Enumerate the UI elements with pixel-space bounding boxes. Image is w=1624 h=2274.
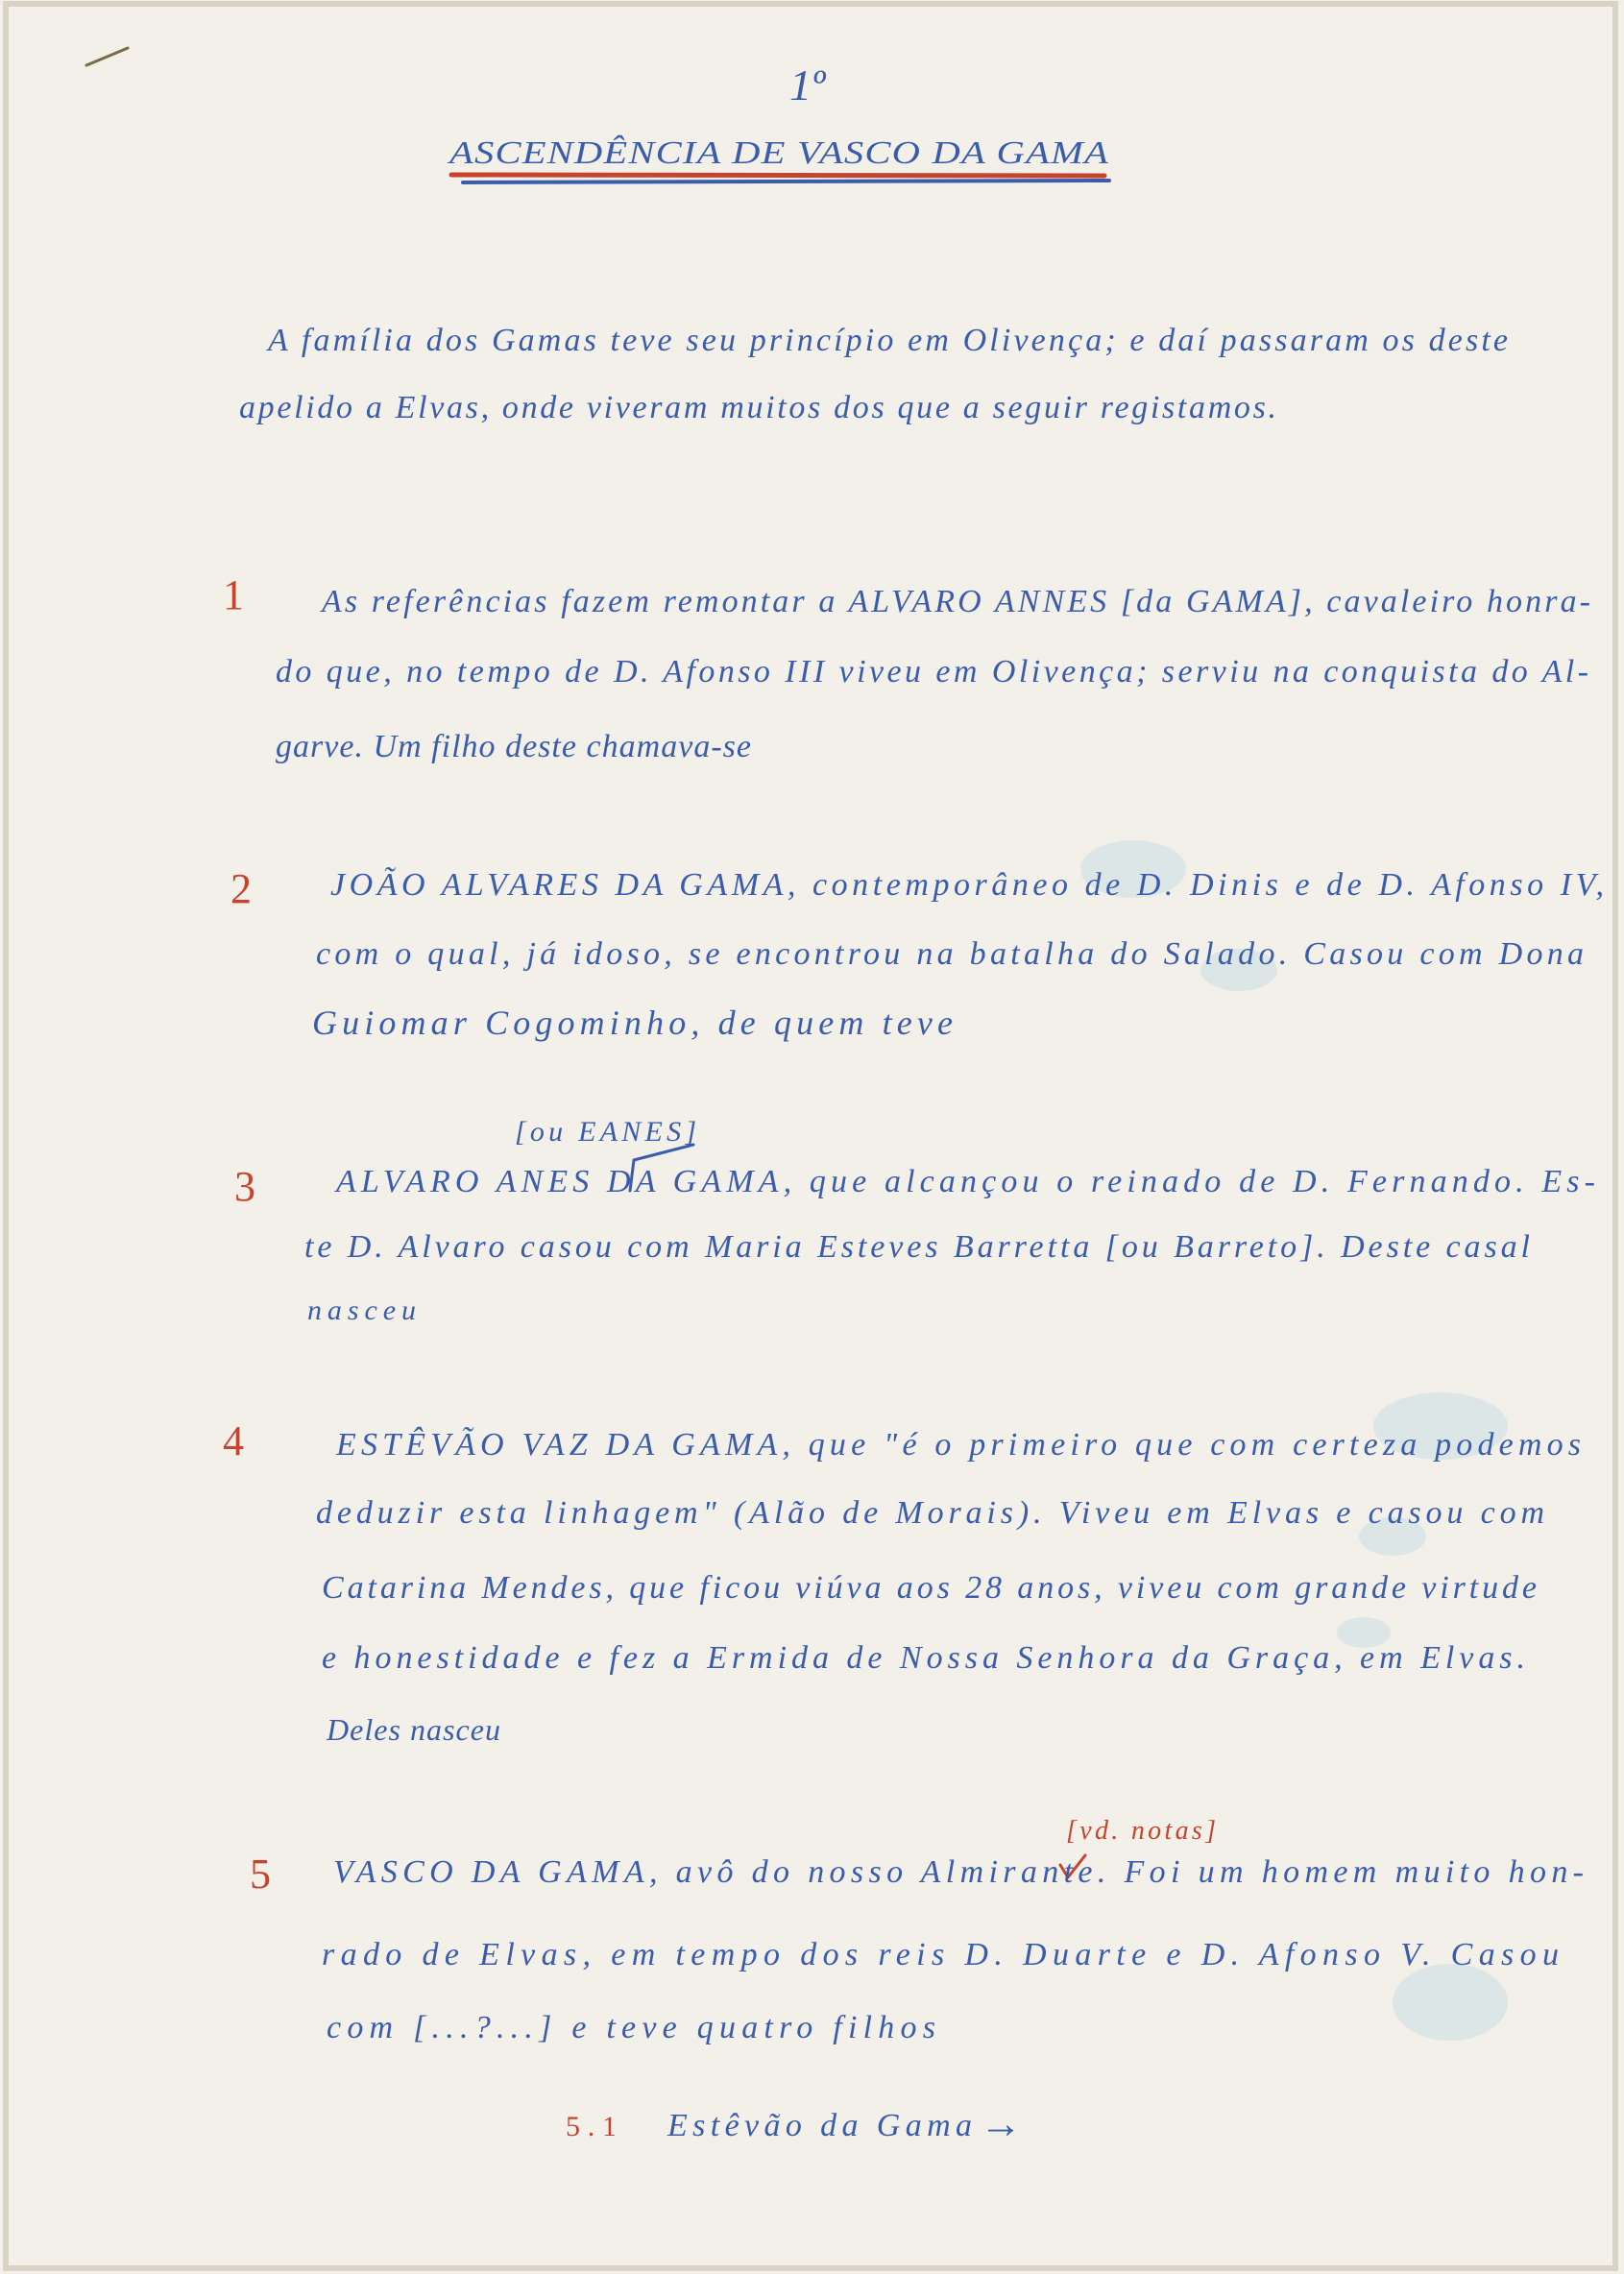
entry-number: 5 xyxy=(250,1851,271,1898)
sub-entry-number: 5.1 xyxy=(566,2111,617,2142)
intro-line: apelido a Elvas, onde viveram muitos dos que a seguir registamos. xyxy=(239,390,1276,425)
entry-line: ESTÊVÃO VAZ DA GAMA, que "é o primeiro que com certeza podemos xyxy=(336,1427,1581,1463)
entry-line: VASCO DA GAMA, avô do nosso Almirante. Foi um homem muito hon- xyxy=(333,1854,1584,1890)
entry-line: JOÃO ALVARES DA GAMA, contemporâneo de D. Dinis e de D. Afonso IV, xyxy=(330,867,1605,903)
entry-line: com [...?...] e teve quatro filhos xyxy=(327,2010,936,2045)
title-underline-blue xyxy=(463,181,1109,182)
entry-line: e honestidade e fez a Ermida de Nossa Senhora da Graça, em Elvas. xyxy=(322,1640,1525,1676)
page-number: 1º xyxy=(789,60,826,109)
entry-line: Deles nasceu xyxy=(327,1712,500,1747)
title-underline-red xyxy=(451,175,1104,176)
entry-line: deduzir esta linhagem" (Alão de Morais). Viveu em Elvas e casou com xyxy=(316,1495,1544,1531)
entry-line: te D. Alvaro casou com Maria Esteves Barretta [ou Barreto]. Deste casal xyxy=(304,1229,1530,1265)
intro-line: A família dos Gamas teve seu princípio em Olivença; e daí passaram os deste xyxy=(268,323,1509,358)
entry-line: ALVARO ANES DA GAMA, que alcançou o reinado de D. Fernando. Es- xyxy=(336,1164,1595,1199)
entry-number: 1 xyxy=(223,571,244,618)
entry-line: As referências fazem remontar a ALVARO ANNES [da GAMA], cavaleiro honra- xyxy=(322,584,1590,619)
entry-line: nasceu xyxy=(307,1294,416,1326)
entry-line: garve. Um filho deste chamava-se xyxy=(276,729,751,764)
entry-line: com o qual, já idoso, se encontrou na batalha do Salado. Casou com Dona xyxy=(316,936,1584,972)
arrow-right-icon: → xyxy=(980,2100,1022,2147)
entry-line: Guiomar Cogominho, de quem teve xyxy=(312,1004,953,1042)
insertion-note: [ou EANES] xyxy=(515,1116,696,1148)
entry-line: rado de Elvas, em tempo dos reis D. Duarte e D. Afonso V. Casou xyxy=(322,1937,1559,1972)
entry-number: 2 xyxy=(230,865,252,912)
sub-entry-name: Estêvão da Gama xyxy=(667,2108,972,2143)
document-title: ASCENDÊNCIA DE VASCO DA GAMA xyxy=(447,135,1110,171)
entry-number: 4 xyxy=(223,1417,244,1464)
entry-line: Catarina Mendes, que ficou viúva aos 28 anos, viveu com grande virtude xyxy=(322,1570,1538,1606)
insertion-note: [vd. notas] xyxy=(1066,1816,1216,1846)
entry-number: 3 xyxy=(234,1163,255,1210)
entry-line: do que, no tempo de D. Afonso III viveu em Olivença; serviu na conquista do Al- xyxy=(276,654,1588,689)
